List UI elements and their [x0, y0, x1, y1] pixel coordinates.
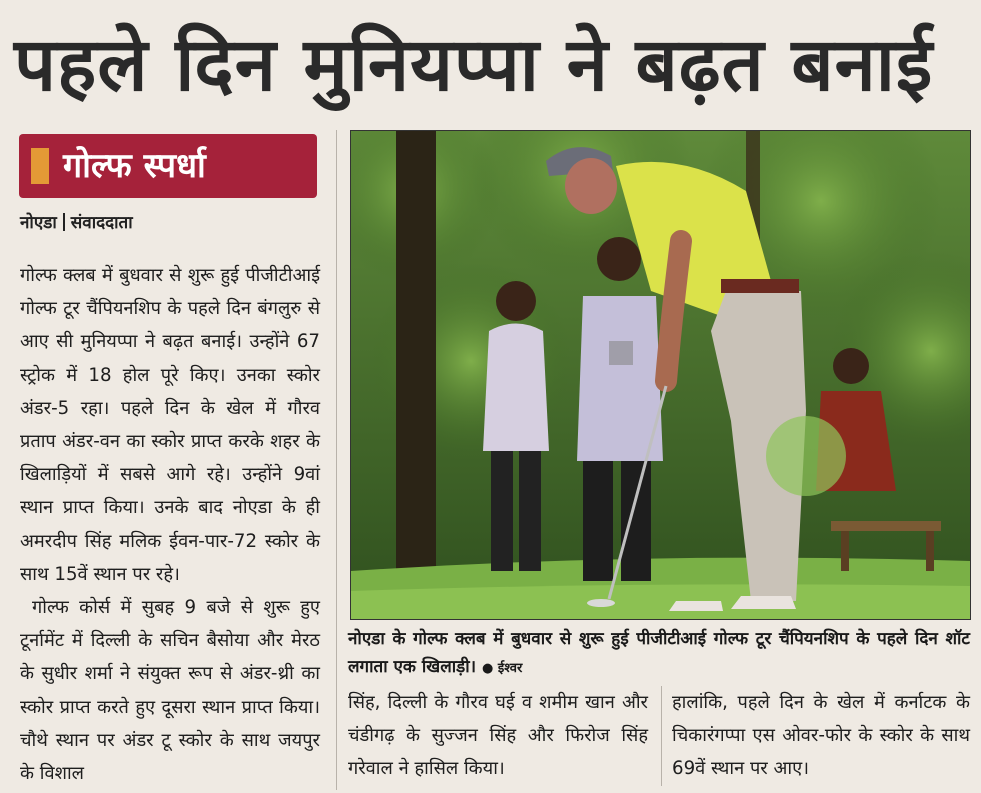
byline-reporter: संवाददाता [70, 213, 133, 233]
paragraph-4: हालांकि, पहले दिन के खेल में कर्नाटक के चिकारंगप्पा एस ओवर-फोर के स्कोर के साथ 69वें स्थान पर आए। [672, 692, 970, 779]
byline [20, 210, 133, 233]
column-rule-bottom [661, 686, 662, 786]
paragraph-3: सिंह, दिल्ली के गौरव घई व शमीम खान और चंडीगढ़ के सुज्जन सिंह और फिरोज सिंह गरेवाल ने हासिल किया। [348, 692, 648, 779]
photo-credit: ● ईश्वर [482, 661, 523, 676]
tag-stripe [31, 148, 49, 184]
paragraph-2: गोल्फ कोर्स में सुबह 9 बजे से शुरू हुए टूर्नामेंट में दिल्ली के सचिन बैसोया और मेरठ के सुधीर शर्मा ने संयुक्त रूप से अंडर-थ्री का स्कोर प्राप्त करते हुए दूसरा स्थान प्राप्त किया। चौथे स्थान पर अंडर टू स्कोर के साथ जयपुर के विशाल [20, 597, 320, 785]
paragraph-1: गोल्फ क्लब में बुधवार से शुरू हुई पीजीटीआई गोल्फ टूर चैंपियनशिप के पहले दिन बंगलुरु से आए सी मुनियप्पा ने बढ़त बनाई। उन्होंने 67 स्ट्रोक में 18 होल पूरे किए। उनका स्कोर अंडर-5 रहा। पहले दिन के खेल में गौरव प्रताप अंडर-वन का स्कोर प्राप्त करके शहर के खिलाड़ियों में सबसे आगे रहे। उन्होंने 9वां स्थान प्राप्त किया। उनके बाद नोएडा के ही अमरदीप सिंह मलिक ईवन-पार-72 स्कोर के साथ 15वें स्थान पर रहे। [20, 265, 320, 585]
section-tag [19, 134, 317, 198]
article-body-left [20, 259, 320, 790]
photo-caption [348, 625, 970, 683]
article-body-right [672, 686, 970, 785]
column-rule [336, 130, 337, 790]
caption-text: नोएडा के गोल्फ क्लब में बुधवार से शुरू हुई पीजीटीआई गोल्फ टूर चैंपियनशिप के पहले दिन शॉट लगाता एक खिलाड़ी। [348, 629, 970, 677]
golfer-photo [350, 130, 971, 620]
headline: पहले दिन मुनियप्पा ने बढ़त बनाई [14, 22, 934, 108]
article-body-middle [348, 686, 648, 785]
section-tag-label: गोल्फ स्पर्धा [63, 146, 206, 186]
byline-place: नोएडा [20, 213, 57, 233]
byline-separator [63, 213, 65, 231]
